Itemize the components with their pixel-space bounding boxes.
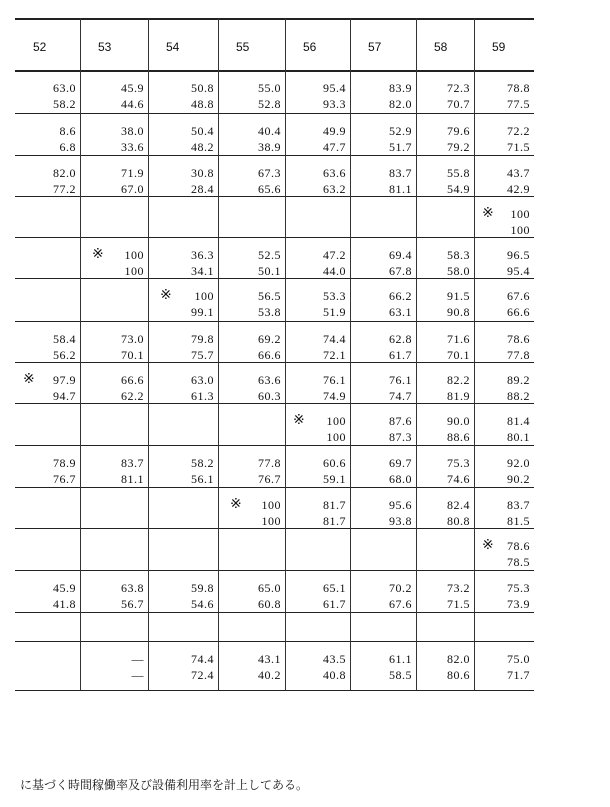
table-cell (82, 580, 144, 612)
table-cell (352, 413, 412, 445)
column-header: 57 (368, 40, 382, 54)
table-cell (150, 331, 214, 363)
cell-value: 33.6 (121, 140, 144, 154)
cell-value: 43.5 (323, 652, 346, 666)
cell-value: 70.1 (121, 348, 144, 362)
cell-value: 63.1 (389, 305, 412, 319)
table-cell (418, 413, 470, 445)
footnote: に基づく時間稼働率及び設備利用率を計上してある。 (20, 778, 309, 792)
cell-value: 71.5 (507, 140, 530, 154)
table-cell (82, 247, 144, 279)
cell-value: 74.7 (389, 389, 412, 403)
cell-value: 61.3 (191, 389, 214, 403)
table-cell (82, 372, 144, 404)
cell-value: 40.2 (258, 668, 281, 682)
table-cell (287, 165, 346, 197)
cell-value: 100 (510, 223, 530, 237)
table-cell (287, 580, 346, 612)
reference-mark: ※ (293, 413, 306, 428)
cell-value: 74.4 (323, 332, 346, 346)
table-cell (418, 497, 470, 529)
table-rule (15, 155, 534, 156)
column-divider (285, 18, 286, 690)
cell-value: 58.3 (447, 248, 470, 262)
column-divider (350, 18, 351, 690)
table-cell (287, 288, 346, 320)
table-rule (15, 321, 534, 322)
table-cell (418, 331, 470, 363)
cell-value: 52.5 (258, 248, 281, 262)
cell-value: 68.0 (389, 472, 412, 486)
table-cell (287, 651, 346, 683)
table-cell (418, 651, 470, 683)
table-cell (476, 455, 530, 487)
table-cell (476, 331, 530, 363)
table-cell (287, 331, 346, 363)
cell-value: 71.7 (507, 668, 530, 682)
cell-value: 8.6 (59, 124, 76, 138)
cell-value: 63.6 (323, 166, 346, 180)
cell-value: 76.1 (389, 373, 412, 387)
cell-value: 100 (261, 498, 281, 512)
table-cell (476, 538, 530, 570)
column-divider (218, 18, 219, 690)
cell-value: 59.8 (191, 581, 214, 595)
cell-value: 60.3 (258, 389, 281, 403)
cell-value: 69.2 (258, 332, 281, 346)
cell-value: 100 (326, 414, 346, 428)
table-cell (476, 497, 530, 529)
table-cell (352, 288, 412, 320)
column-header: 52 (33, 40, 47, 54)
cell-value: 81.4 (507, 414, 530, 428)
cell-value: 100 (124, 248, 144, 262)
table-cell (17, 123, 76, 155)
cell-value: 38.0 (121, 124, 144, 138)
cell-value: 56.1 (191, 472, 214, 486)
cell-value: 45.9 (121, 81, 144, 95)
cell-value: 77.8 (507, 348, 530, 362)
cell-value: 92.0 (507, 456, 530, 470)
table-cell (418, 165, 470, 197)
cell-value: 94.7 (53, 389, 76, 403)
cell-value: 50.4 (191, 124, 214, 138)
cell-value: 83.7 (121, 456, 144, 470)
cell-value: 70.7 (447, 97, 470, 111)
cell-value: 45.9 (53, 581, 76, 595)
cell-value: 6.8 (59, 140, 76, 154)
table-cell (287, 413, 346, 445)
table-cell (352, 331, 412, 363)
table-cell (150, 123, 214, 155)
cell-value: 67.3 (258, 166, 281, 180)
cell-value: 43.1 (258, 652, 281, 666)
table-rule (15, 237, 534, 238)
table-cell (150, 651, 214, 683)
cell-value: 100 (510, 207, 530, 221)
table-cell (476, 206, 530, 238)
cell-value: 77.5 (507, 97, 530, 111)
cell-value: 78.6 (507, 332, 530, 346)
table-rule (15, 570, 534, 571)
cell-value: 80.8 (447, 514, 470, 528)
table-cell (150, 165, 214, 197)
reference-mark: ※ (230, 497, 243, 512)
table-rule (15, 70, 534, 72)
table-cell (220, 497, 281, 529)
table-cell (17, 331, 76, 363)
cell-value: 78.8 (507, 81, 530, 95)
cell-value: 82.2 (447, 373, 470, 387)
table-cell (220, 123, 281, 155)
cell-value: 67.6 (507, 289, 530, 303)
cell-value: 51.7 (389, 140, 412, 154)
table-cell (150, 247, 214, 279)
table-cell (150, 288, 214, 320)
cell-value: 90.8 (447, 305, 470, 319)
cell-value: 99.1 (191, 305, 214, 319)
cell-value: 97.9 (53, 373, 76, 387)
cell-value: 81.7 (323, 514, 346, 528)
cell-value: 75.3 (507, 581, 530, 595)
table-cell (418, 247, 470, 279)
table-cell (352, 165, 412, 197)
cell-value: 76.7 (53, 472, 76, 486)
table-cell (352, 80, 412, 112)
cell-value: 65.0 (258, 581, 281, 595)
cell-value: 30.8 (191, 166, 214, 180)
cell-value: 87.6 (389, 414, 412, 428)
table-cell (418, 372, 470, 404)
cell-value: 69.4 (389, 248, 412, 262)
cell-value: 60.8 (258, 597, 281, 611)
table-rule (15, 445, 534, 446)
cell-value: 44.6 (121, 97, 144, 111)
cell-value: 73.0 (121, 332, 144, 346)
table-cell (220, 372, 281, 404)
cell-value: 83.7 (389, 166, 412, 180)
cell-value: 80.1 (507, 430, 530, 444)
reference-mark: ※ (160, 288, 173, 303)
cell-value: 61.7 (323, 597, 346, 611)
table-cell (418, 580, 470, 612)
table-cell (82, 651, 144, 683)
table-cell (418, 455, 470, 487)
column-divider (474, 18, 475, 690)
table-rule (15, 18, 534, 20)
table-cell (352, 497, 412, 529)
cell-value: 100 (326, 430, 346, 444)
cell-value: 63.2 (323, 182, 346, 196)
cell-value: 95.6 (389, 498, 412, 512)
cell-value: 48.8 (191, 97, 214, 111)
table-cell (287, 372, 346, 404)
table-cell (287, 80, 346, 112)
cell-value: 55.0 (258, 81, 281, 95)
cell-value: 95.4 (507, 264, 530, 278)
column-header: 56 (303, 40, 317, 54)
table-cell (287, 497, 346, 529)
cell-value: 66.6 (507, 305, 530, 319)
table-cell (150, 372, 214, 404)
cell-value: 61.1 (389, 652, 412, 666)
cell-value: 79.8 (191, 332, 214, 346)
cell-value: 58.0 (447, 264, 470, 278)
cell-value: 90.2 (507, 472, 530, 486)
cell-value: 50.8 (191, 81, 214, 95)
cell-value: 91.5 (447, 289, 470, 303)
cell-value: 53.3 (323, 289, 346, 303)
cell-value: 73.2 (447, 581, 470, 595)
table-cell (476, 288, 530, 320)
cell-value: 52.8 (258, 97, 281, 111)
cell-value: 72.1 (323, 348, 346, 362)
cell-value: 82.0 (447, 652, 470, 666)
cell-value: 67.8 (389, 264, 412, 278)
cell-value: 72.4 (191, 668, 214, 682)
cell-value: 55.8 (447, 166, 470, 180)
cell-value: 100 (124, 264, 144, 278)
table-cell (352, 372, 412, 404)
cell-value: — (131, 652, 144, 666)
table-cell (17, 80, 76, 112)
table-cell (476, 165, 530, 197)
cell-value: 82.4 (447, 498, 470, 512)
column-divider (416, 18, 417, 690)
cell-value: 79.2 (447, 140, 470, 154)
cell-value: 82.0 (53, 166, 76, 180)
cell-value: 67.0 (121, 182, 144, 196)
cell-value: 74.9 (323, 389, 346, 403)
table-cell (150, 580, 214, 612)
column-divider (80, 18, 81, 690)
table-cell (17, 372, 76, 404)
cell-value: 74.6 (447, 472, 470, 486)
cell-value: 50.1 (258, 264, 281, 278)
cell-value: 51.9 (323, 305, 346, 319)
cell-value: 81.1 (389, 182, 412, 196)
column-divider (148, 18, 149, 690)
cell-value: 78.6 (507, 539, 530, 553)
reference-mark: ※ (23, 372, 36, 387)
table-cell (82, 123, 144, 155)
cell-value: 47.2 (323, 248, 346, 262)
cell-value: 40.4 (258, 124, 281, 138)
table-cell (150, 80, 214, 112)
cell-value: 70.1 (447, 348, 470, 362)
table-cell (220, 80, 281, 112)
reference-mark: ※ (482, 538, 495, 553)
table-cell (220, 455, 281, 487)
table-cell (82, 80, 144, 112)
column-header: 58 (434, 40, 448, 54)
table-cell (476, 80, 530, 112)
cell-value: 44.0 (323, 264, 346, 278)
cell-value: 72.2 (507, 124, 530, 138)
cell-value: 63.0 (53, 81, 76, 95)
cell-value: 100 (194, 289, 214, 303)
cell-value: 81.7 (323, 498, 346, 512)
cell-value: 69.7 (389, 456, 412, 470)
column-header: 53 (98, 40, 112, 54)
cell-value: 67.6 (389, 597, 412, 611)
cell-value: 38.9 (258, 140, 281, 154)
table-cell (287, 455, 346, 487)
table-cell (476, 651, 530, 683)
cell-value: 62.2 (121, 389, 144, 403)
cell-value: 41.8 (53, 597, 76, 611)
cell-value: 77.8 (258, 456, 281, 470)
table-cell (220, 288, 281, 320)
cell-value: 63.8 (121, 581, 144, 595)
cell-value: 36.3 (191, 248, 214, 262)
cell-value: 100 (261, 514, 281, 528)
table-cell (287, 247, 346, 279)
table-cell (352, 455, 412, 487)
cell-value: 96.5 (507, 248, 530, 262)
table-cell (352, 247, 412, 279)
table-cell (220, 580, 281, 612)
cell-value: 58.4 (53, 332, 76, 346)
cell-value: 88.2 (507, 389, 530, 403)
cell-value: 76.7 (258, 472, 281, 486)
cell-value: 74.4 (191, 652, 214, 666)
cell-value: 53.8 (258, 305, 281, 319)
cell-value: 93.8 (389, 514, 412, 528)
table-cell (476, 413, 530, 445)
cell-value: 58.2 (53, 97, 76, 111)
cell-value: 54.6 (191, 597, 214, 611)
reference-mark: ※ (92, 247, 105, 262)
table-rule (15, 487, 534, 488)
cell-value: 79.6 (447, 124, 470, 138)
table-cell (82, 455, 144, 487)
cell-value: 71.6 (447, 332, 470, 346)
cell-value: 54.9 (447, 182, 470, 196)
cell-value: 70.2 (389, 581, 412, 595)
cell-value: 28.4 (191, 182, 214, 196)
table-rule (15, 641, 534, 642)
cell-value: 82.0 (389, 97, 412, 111)
cell-value: 48.2 (191, 140, 214, 154)
cell-value: 63.6 (258, 373, 281, 387)
table-cell (17, 580, 76, 612)
table-cell (82, 165, 144, 197)
cell-value: 81.5 (507, 514, 530, 528)
cell-value: 58.2 (191, 456, 214, 470)
table-cell (418, 123, 470, 155)
cell-value: 93.3 (323, 97, 346, 111)
cell-value: 81.1 (121, 472, 144, 486)
column-header: 59 (492, 40, 506, 54)
table-cell (17, 455, 76, 487)
cell-value: 42.9 (507, 182, 530, 196)
cell-value: 56.2 (53, 348, 76, 362)
cell-value: 34.1 (191, 264, 214, 278)
cell-value: 77.2 (53, 182, 76, 196)
table-cell (476, 123, 530, 155)
cell-value: 75.0 (507, 652, 530, 666)
table-cell (352, 580, 412, 612)
cell-value: 83.9 (389, 81, 412, 95)
table-cell (352, 651, 412, 683)
cell-value: 83.7 (507, 498, 530, 512)
cell-value: 75.7 (191, 348, 214, 362)
cell-value: 47.7 (323, 140, 346, 154)
cell-value: 76.1 (323, 373, 346, 387)
cell-value: 65.6 (258, 182, 281, 196)
cell-value: 40.8 (323, 668, 346, 682)
table-cell (476, 247, 530, 279)
column-header: 55 (236, 40, 250, 54)
cell-value: 88.6 (447, 430, 470, 444)
cell-value: 56.5 (258, 289, 281, 303)
table-cell (220, 651, 281, 683)
table-cell (476, 580, 530, 612)
cell-value: 73.9 (507, 597, 530, 611)
table-cell (220, 247, 281, 279)
table-cell (150, 455, 214, 487)
cell-value: 63.0 (191, 373, 214, 387)
cell-value: 81.9 (447, 389, 470, 403)
cell-value: 52.9 (389, 124, 412, 138)
cell-value: 61.7 (389, 348, 412, 362)
cell-value: 59.1 (323, 472, 346, 486)
cell-value: 71.9 (121, 166, 144, 180)
cell-value: 66.6 (258, 348, 281, 362)
cell-value: 65.1 (323, 581, 346, 595)
cell-value: — (131, 668, 144, 682)
table-rule (15, 612, 534, 613)
cell-value: 78.5 (507, 555, 530, 569)
cell-value: 66.2 (389, 289, 412, 303)
table-rule (15, 113, 534, 114)
cell-value: 66.6 (121, 373, 144, 387)
cell-value: 80.6 (447, 668, 470, 682)
table-cell (418, 80, 470, 112)
cell-value: 89.2 (507, 373, 530, 387)
reference-mark: ※ (482, 206, 495, 221)
table-cell (418, 288, 470, 320)
cell-value: 75.3 (447, 456, 470, 470)
cell-value: 72.3 (447, 81, 470, 95)
table-cell (287, 123, 346, 155)
cell-value: 49.9 (323, 124, 346, 138)
cell-value: 87.3 (389, 430, 412, 444)
table-cell (220, 331, 281, 363)
table-cell (476, 372, 530, 404)
table-cell (17, 165, 76, 197)
cell-value: 60.6 (323, 456, 346, 470)
cell-value: 58.5 (389, 668, 412, 682)
cell-value: 78.9 (53, 456, 76, 470)
cell-value: 95.4 (323, 81, 346, 95)
table-cell (352, 123, 412, 155)
cell-value: 62.8 (389, 332, 412, 346)
cell-value: 90.0 (447, 414, 470, 428)
table-rule (15, 690, 534, 691)
cell-value: 56.7 (121, 597, 144, 611)
table-cell (82, 331, 144, 363)
column-header: 54 (166, 40, 180, 54)
cell-value: 43.7 (507, 166, 530, 180)
table-cell (220, 165, 281, 197)
cell-value: 71.5 (447, 597, 470, 611)
